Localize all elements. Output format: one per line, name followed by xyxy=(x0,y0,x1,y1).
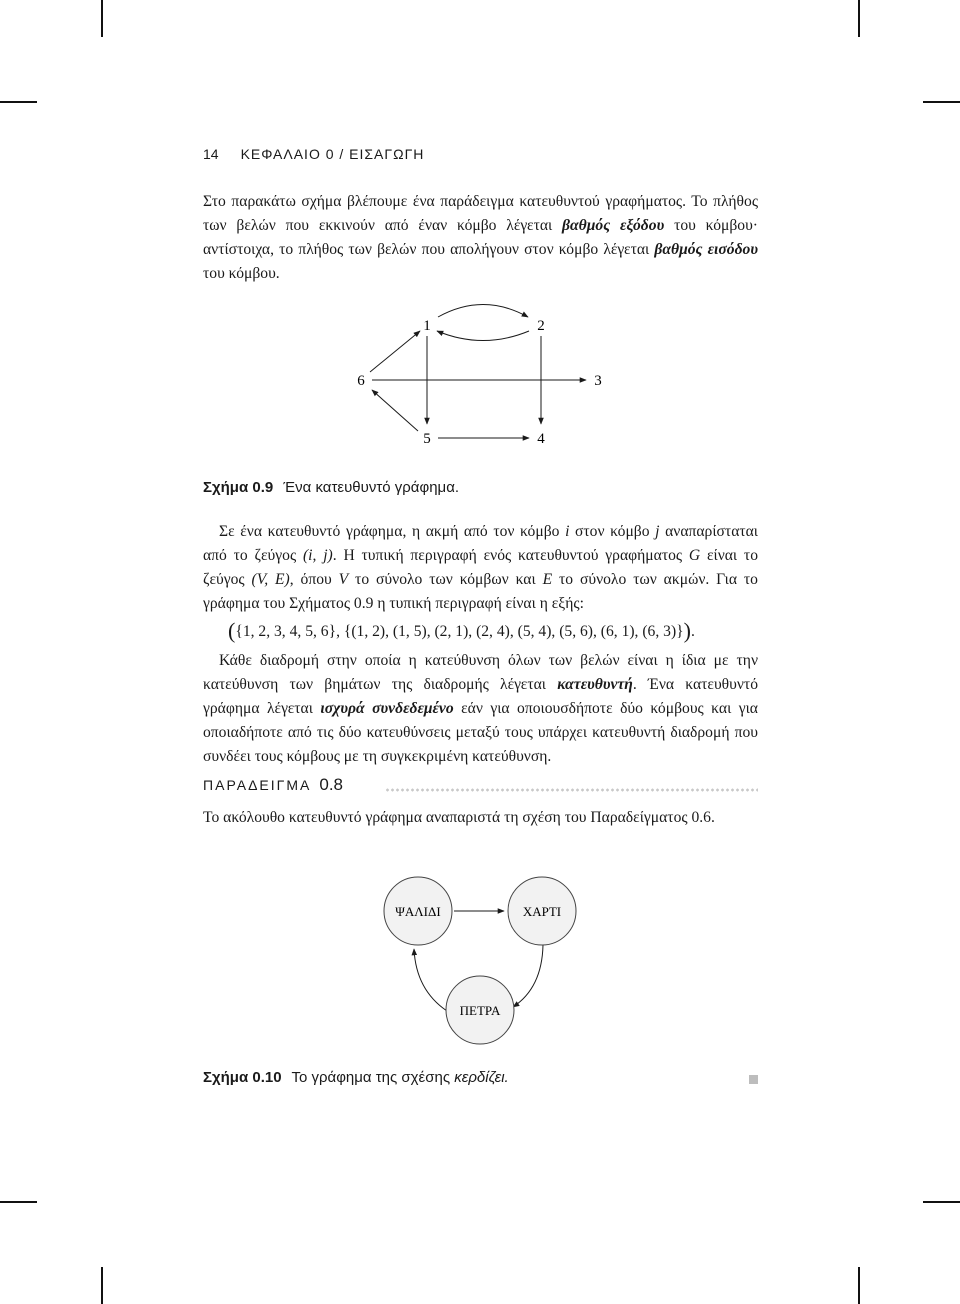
node-4: 4 xyxy=(537,431,545,447)
figure-0-9-graph xyxy=(330,300,630,460)
term-out-degree: βαθμός εξόδου xyxy=(562,217,665,234)
intro-text: του κόμβου· αντίστοιχα, το πλήθος των βελών που απολήγουν στον κόμβο λέγεται xyxy=(203,217,758,258)
math-pair: (i, j) xyxy=(302,547,333,564)
formula-period: . xyxy=(690,623,695,640)
edge-rock-scissors xyxy=(414,949,447,1011)
term-directed: κατευθυντή xyxy=(557,676,633,693)
node-rock: ΠΕΤΡΑ xyxy=(459,1003,501,1018)
text: , όπου xyxy=(289,571,339,588)
edge-2-1 xyxy=(437,331,529,341)
text: . Η τυπική περιγραφή ενός κατευθυντού γραφήματος xyxy=(332,547,689,564)
text: . Ένα κατευθυντό γράφημα λέγεται xyxy=(203,676,758,717)
example-body: Το ακόλουθο κατευθυντό γράφημα αναπαριστά τη σχέση του Παραδείγματος 0.6. xyxy=(203,809,715,826)
example-number: 0.8 xyxy=(319,775,344,794)
example-label: ΠΑΡΑΔΕΙΓΜΑ xyxy=(203,777,312,793)
crop-mark xyxy=(101,1267,103,1304)
crop-mark xyxy=(0,1201,37,1203)
caption-text: Το γράφημα της σχέσης xyxy=(291,1069,455,1086)
text: το σύνολο των κόμβων και xyxy=(348,571,543,588)
dotted-rule xyxy=(385,788,758,792)
path-paragraph xyxy=(203,649,758,769)
math-j: j xyxy=(655,523,660,540)
definition-paragraph xyxy=(203,520,758,616)
edge-paper-rock xyxy=(513,945,543,1007)
intro-text: Στο παρακάτω σχήμα βλέπουμε ένα παράδειγμα κατευθυντού γραφήματος. Το πλήθος των βελών που εκκινούν από έναν κόμβο λέγεται xyxy=(203,193,758,234)
end-of-example-mark xyxy=(749,1075,758,1084)
crop-mark xyxy=(858,1267,860,1304)
text: Κάθε διαδρομή στην οποία η κατεύθυνση όλων των βελών είναι η ίδια με την κατεύθυνση των βημάτων της διαδρομής λέγεται xyxy=(203,652,758,693)
formula-body: {1, 2, 3, 4, 5, 6}, {(1, 2), (1, 5), (2, 1), (2, 4), (5, 4), (5, 6), (6, 1), (6, 3)} xyxy=(235,623,684,640)
node-3: 3 xyxy=(594,373,602,389)
math-V: V xyxy=(338,571,349,588)
caption-text: Ένα κατευθυντό γράφημα. xyxy=(283,479,460,496)
node-5: 5 xyxy=(423,431,431,447)
math-G: G xyxy=(688,547,701,564)
text: αναπαρίσταται από το ζεύγος xyxy=(203,523,758,564)
caption-label: Σχήμα 0.10 xyxy=(203,1069,282,1086)
math-VE: (V, E) xyxy=(251,571,290,588)
figure-caption-0-9 xyxy=(203,479,459,496)
example-text xyxy=(203,806,758,830)
crop-mark xyxy=(923,101,960,103)
node-2: 2 xyxy=(537,318,545,334)
math-E: E xyxy=(542,571,553,588)
term-strongly-connected: ισχυρά συνδεδεμένο xyxy=(320,700,454,717)
caption-label: Σχήμα 0.9 xyxy=(203,479,274,496)
intro-text: του κόμβου. xyxy=(203,265,280,282)
term-in-degree: βαθμός εισόδου xyxy=(654,241,758,258)
crop-mark xyxy=(923,1201,960,1203)
edge-5-6 xyxy=(372,390,418,431)
crop-mark xyxy=(0,101,37,103)
node-1: 1 xyxy=(423,318,431,334)
edge-6-1 xyxy=(370,331,420,372)
text: το σύνολο των ακμών. Για το γράφημα του Σχήματος 0.9 η τυπική περιγραφή είναι η εξής: xyxy=(203,571,758,612)
node-paper: ΧΑΡΤΙ xyxy=(522,904,562,919)
text: εάν για οποιουσδήποτε δύο κόμβους και για οποιαδήποτε από τις δύο κατευθύνσεις μεταξύ τους υπάρχει κατευθυντή διαδρομή που συνδέει τους κόμβους με τη συγκεκριμένη κατεύθυνση. xyxy=(203,700,758,765)
running-header xyxy=(203,146,424,162)
intro-paragraph xyxy=(203,190,758,286)
caption-italic: κερδίζει. xyxy=(454,1069,509,1086)
text: είναι το ζεύγος xyxy=(203,547,758,588)
paren-close: ) xyxy=(683,618,691,643)
figure-0-10-graph xyxy=(370,868,610,1048)
figure-caption-0-10 xyxy=(203,1069,509,1086)
crop-mark xyxy=(101,0,103,37)
text: στον κόμβο xyxy=(569,523,656,540)
chapter-title: ΚΕΦΑΛΑΙΟ 0 / ΕΙΣΑΓΩΓΗ xyxy=(240,146,425,162)
example-heading xyxy=(203,775,343,795)
math-i: i xyxy=(565,523,570,540)
page-number: 14 xyxy=(203,146,219,162)
paren-open: ( xyxy=(228,618,236,643)
crop-mark xyxy=(858,0,860,37)
edge-1-2 xyxy=(438,305,528,318)
node-scissors: ΨΑΛΙΔΙ xyxy=(395,904,441,919)
node-6: 6 xyxy=(357,373,365,389)
formal-description xyxy=(228,618,695,644)
text: Σε ένα κατευθυντό γράφημα, η ακμή από τον κόμβο xyxy=(219,523,566,540)
